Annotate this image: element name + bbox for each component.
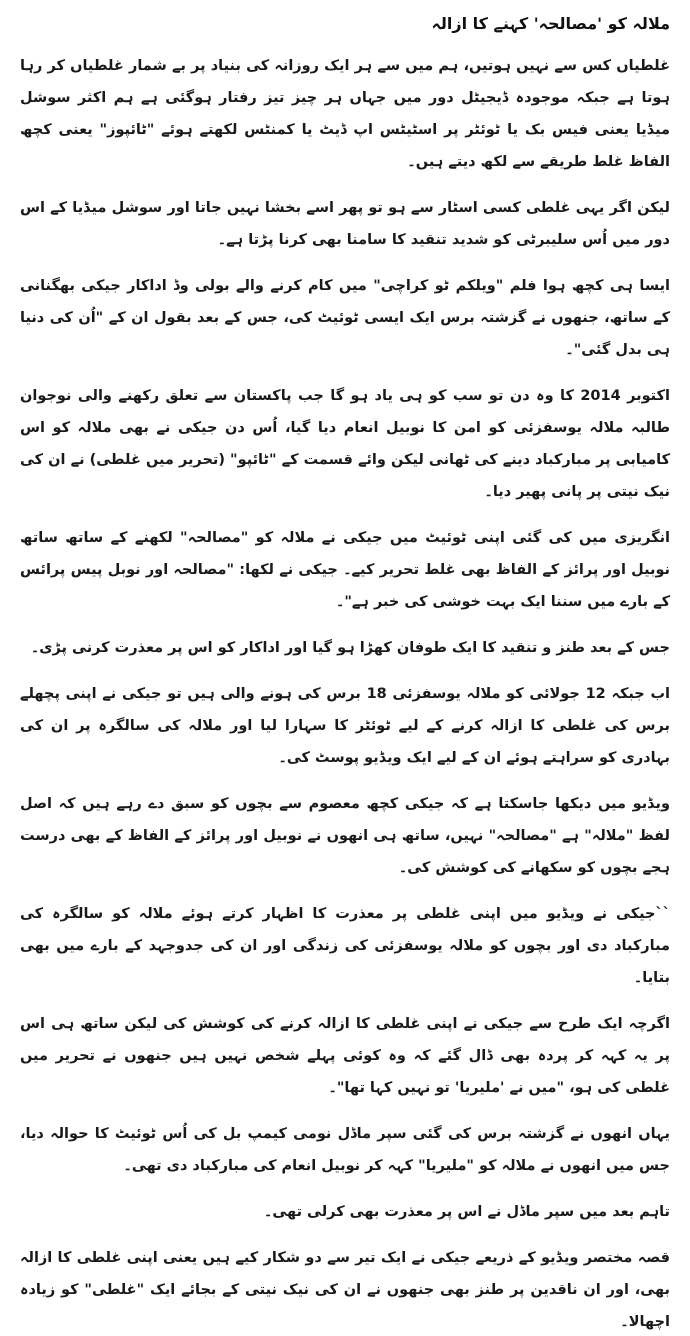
article-paragraph: تاہم بعد میں سپر ماڈل نے اس پر معذرت بھی کرلی تھی۔ [263, 1204, 670, 1220]
article-paragraph: یہاں انھوں نے گزشتہ برس کی گئی سپر ماڈل نومی کیمپ بل کی اُس ٹوئیٹ کا حوالہ دیا، جس میں انھوں نے ملالہ کو "ملیریا" کہہ کر نوبیل انعام کی مبارکباد دی تھی۔ [20, 1126, 671, 1174]
article-paragraph: انگریزی میں کی گئی اپنی ٹوئیٹ میں جیکی نے ملالہ کو "مصالحہ" لکھنے کے ساتھ ساتھ نوبیل اور پرائز کے الفاظ بھی غلط تحریر کیے۔ جیکی نے لکھا: "مصالحہ اور نوبل پیس پرائس کے بارے میں سننا ایک بہت خوشی کی خبر ہے"۔ [20, 530, 670, 610]
article-paragraph: اگرچہ ایک طرح سے جیکی نے اپنی غلطی کا ازالہ کرنے کی کوشش کی لیکن ساتھ ہی اس پر یہ کہہ کر پردہ بھی ڈال گئے کہ وہ کوئی پہلے شخص نہیں ہیں جنھوں نے تحریر میں غلطی کی ہو، "میں نے 'ملیریا' تو نہیں کہا تھا"۔ [20, 1016, 670, 1096]
article-paragraph: اکتوبر 2014 کا وہ دن تو سب کو ہی یاد ہو گا جب پاکستان سے تعلق رکھنے والی نوجوان طالبہ ملالہ یوسفزئی کو امن کا نوبیل انعام دیا گیا، اُس دن جیکی نے بھی ملالہ کو اس کامیابی پر مبارکباد دینے کی ٹھانی لیکن وائے قسمت کے "ٹائپو" (تحریر میں غلطی) نے ان کی نیک نیتی پر پانی پھیر دیا۔ [20, 388, 670, 500]
article-paragraph: ایسا ہی کچھ ہوا فلم "ویلکم ٹو کراچی" میں کام کرنے والے بولی وڈ اداکار جیکی بھگنانی کے ساتھ، جنھوں نے گزشتہ برس ایک ایسی ٹوئیٹ کی، جس کے بعد بقول ان کے "اُن کی دنیا ہی بدل گئی"۔ [20, 278, 670, 358]
article-paragraph: قصہ مختصر ویڈیو کے ذریعے جیکی نے ایک تیر سے دو شکار کیے ہیں یعنی اپنی غلطی کا ازالہ بھی، اور ان ناقدین پر طنز بھی جنھوں نے ان کی نیک نیتی کے بجائے ایک "غلطی" کو زیادہ اچھالا۔ [20, 1250, 670, 1330]
article-paragraph: غلطیاں کس سے نہیں ہوتیں، ہم میں سے ہر ایک روزانہ کی بنیاد پر بے شمار غلطیاں کر رہا ہوتا ہے جبکہ موجودہ ڈیجیٹل دور میں جہاں ہر چیز تیز رفتار ہوگئی ہے ہم اکثر سوشل میڈیا یعنی فیس بک یا ٹوئٹر پر اسٹیٹس اپ ڈیٹ یا کمنٹس لکھتے ہوئے "ٹائپوز" یعنی کچھ الفاظ غلط طریقے سے لکھ دیتے ہیں۔ [20, 58, 670, 170]
article-paragraph: ویڈیو میں دیکھا جاسکتا ہے کہ جیکی کچھ معصوم سے بچوں کو سبق دے رہے ہیں کہ اصل لفظ "ملالہ" ہے "مصالحہ" نہیں، ساتھ ہی انھوں نے نوبیل اور پرائز کے الفاظ کے بھی درست ہجے بچوں کو سکھانے کی کوشش کی۔ [20, 796, 670, 876]
article-paragraph: اب جبکہ 12 جولائی کو ملالہ یوسفزئی 18 برس کی ہونے والی ہیں تو جیکی نے اپنی پچھلے برس کی غلطی کا ازالہ کرنے کے لیے ٹوئٹر کا سہارا لیا اور ملالہ کی سالگرہ پر ان کی بہادری کو سراہتے ہوئے ان کے لیے ایک ویڈیو پوسٹ کی۔ [20, 686, 671, 766]
article-paragraph: لیکن اگر یہی غلطی کسی اسٹار سے ہو تو پھر اسے بخشا نہیں جاتا اور سوشل میڈیا کے اس دور میں اُس سلیبرٹی کو شدید تنقید کا سامنا بھی کرنا پڑتا ہے۔ [20, 200, 670, 248]
article-paragraph: جس کے بعد طنز و تنقید کا ایک طوفان کھڑا ہو گیا اور اداکار کو اس پر معذرت کرنی پڑی۔ [30, 640, 670, 656]
article-title: ملالہ کو 'مصالحہ' کہنے کا ازالہ [431, 14, 670, 33]
article-paragraph: ``جیکی نے ویڈیو میں اپنی غلطی پر معذرت کا اظہار کرتے ہوئے ملالہ کو سالگرہ کی مبارکباد دی اور بچوں کو ملالہ یوسفزئی کی زندگی اور ان کی جدوجہد کے بارے میں بھی بتایا۔ [20, 906, 670, 986]
